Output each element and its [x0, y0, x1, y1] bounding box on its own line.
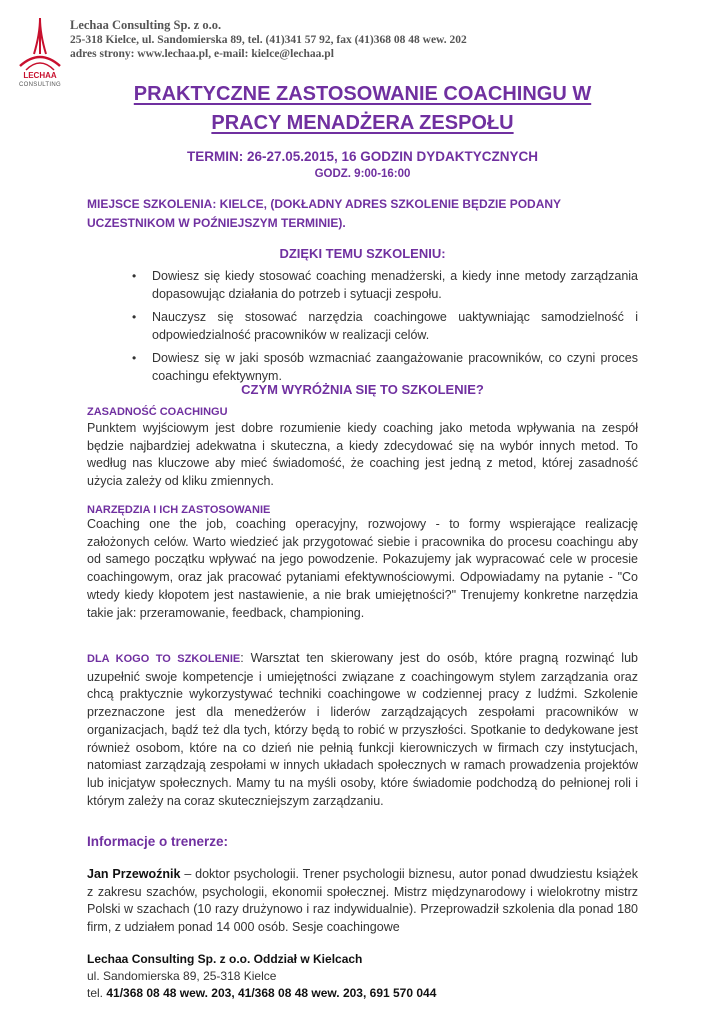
dla-kogo-paragraph — [87, 650, 638, 810]
lechaa-logo — [10, 14, 70, 92]
zasadnosc-text: Punktem wyjściowym jest dobre rozumienie kiedy coaching jako metoda wpływania na zespół będzie najbardziej adekwatna i skuteczna, a kiedy zdecydować się na wybór innych metod. To według nas kluczowe aby mieć świadomość, że coaching jest jedną z metod, której zasadność użycia zależy od kliku zmiennych. — [87, 421, 638, 489]
miejsce-line-2: UCZESTNIKOM W POŹNIEJSZYM TERMINIE). — [87, 216, 346, 230]
footer-phone — [87, 985, 647, 1002]
list-item — [130, 350, 638, 385]
termin: TERMIN: 26-27.05.2015, 16 GODZIN DYDAKTYCZNYCH — [186, 149, 539, 164]
document-title — [100, 80, 625, 138]
zasadnosc-heading: ZASADNOŚĆ COACHINGU — [87, 406, 228, 418]
benefit-text: Nauczysz się stosować narzędzia coachingowe uaktywniając samodzielność i odpowiedzialność pracowników w realizacji celów. — [152, 310, 638, 342]
header-address: 25-318 Kielce, ul. Sandomierska 89, tel. (41)341 57 92, fax (41)368 08 48 wew. 202 — [70, 33, 467, 46]
footer-company: Lechaa Consulting Sp. z o.o. Oddział w Kielcach — [87, 952, 363, 966]
logo-subtext: CONSULTING — [19, 82, 61, 88]
trainer-name: Jan Przewoźnik — [87, 867, 181, 881]
distinct-heading: CZYM WYRÓŻNIA SIĘ TO SZKOLENIE? — [241, 382, 484, 397]
bullet-icon: • — [132, 310, 137, 324]
narzedzia-heading: NARZĘDZIA I ICH ZASTOSOWANIE — [87, 504, 271, 516]
narzedzia-text: Coaching one the job, coaching operacyjny, rozwojowy - to formy wspierające realizację założonych celów. Warto wiedzieć jak przygotować siebie i pracownika do procesu coachingu aby od samego początku wpływać na jego powodzenie. Pokazujemy jak wypracować cele w procesie coachingowym, oraz jak pracować pytaniami efektywnościowymi. Odpowiadamy na pytanie - "Co wtedy kiedy kłopotem jest nastawienie, a nie brak umiejętności?" Trenujemy konkretne narzędzia takie jak: przeramowanie, feedback, championing. — [87, 517, 638, 620]
header-web: adres strony: www.lechaa.pl, e-mail: kielce@lechaa.pl — [70, 48, 334, 60]
footer — [87, 951, 647, 1002]
title-line-2: PRACY MENADŻERA ZESPOŁU — [211, 112, 514, 134]
list-item — [130, 309, 638, 344]
header-company: Lechaa Consulting Sp. z o.o. — [70, 18, 222, 32]
trainer-heading: Informacje o trenerze: — [87, 834, 229, 849]
header-text — [70, 18, 467, 62]
miejsce-line-1: MIEJSCE SZKOLENIA: KIELCE, (DOKŁADNY ADRES SZKOLENIE BĘDZIE PODANY — [87, 197, 562, 211]
logo-text: LECHAA — [23, 71, 57, 80]
dla-kogo-heading: DLA KOGO TO SZKOLENIE — [87, 653, 241, 665]
benefits-heading: DZIĘKI TEMU SZKOLENIU: — [279, 246, 446, 261]
bullet-icon: • — [132, 269, 137, 283]
miejsce-szkolenia — [87, 195, 647, 233]
trainer-paragraph — [87, 866, 638, 937]
godziny: GODZ. 9:00-16:00 — [314, 168, 411, 180]
lechaa-logo-icon — [10, 14, 70, 80]
trainer-text: – doktor psychologii. Trener psychologii biznesu, autor ponad dwudziestu książek z zakresu szachów, psychologii, ekonomii społecznej. Mistrz międzynarodowy i wielokrotny mistrz Polski w szachach (10 razy drużynowo i raz indywidualnie). Przeprowadził szkolenia dla ponad 180 firm, z udziałem ponad 14 000 osób. Sesje coachingowe — [87, 867, 638, 935]
bullet-icon: • — [132, 351, 137, 365]
title-line-1: PRAKTYCZNE ZASTOSOWANIE COACHINGU W — [133, 83, 592, 105]
footer-address: ul. Sandomierska 89, 25-318 Kielce — [87, 969, 277, 983]
footer-tel-numbers: 41/368 08 48 wew. 203, 41/368 08 48 wew. 203, 691 570 044 — [106, 986, 437, 1000]
footer-tel-label: tel. — [87, 986, 107, 1000]
benefits-list — [130, 268, 638, 391]
list-item — [130, 268, 638, 303]
dla-kogo-text: : Warsztat ten skierowany jest do osób, które pragną rozwinąć lub uzupełnić swoje kompetencje i umiejętności związane z coachingowym stylem zarządzania oraz chcą praktycznie wykorzystywać techniki coachingowe w codziennej pracy z ludźmi. Szkolenie przeznaczone jest dla menedżerów i liderów zarządzających zespołami pracowników w organizacjach, bądź też dla tych, którzy będą to robić w przyszłości. Spotkanie to dedykowane jest również osobom, które na co dzień nie pełnią funkcji kierowniczych w firmach czy instytucjach, natomiast zarządzają zespołami w innych układach społecznych w ramach prowadzenia projektów lub inicjatyw społecznych. Mamy tu na myśli osoby, które świadomie podchodzą do pełnionej roli i którym zależy na coraz skuteczniejszym zarządzaniu. — [87, 651, 638, 808]
benefit-text: Dowiesz się w jaki sposób wzmacniać zaangażowanie pracowników, co czyni proces coachingu efektywnym. — [152, 351, 638, 383]
benefit-text: Dowiesz się kiedy stosować coaching menadżerski, a kiedy inne metody zarządzania dopasowując działania do potrzeb i sytuacji zespołu. — [152, 269, 638, 301]
